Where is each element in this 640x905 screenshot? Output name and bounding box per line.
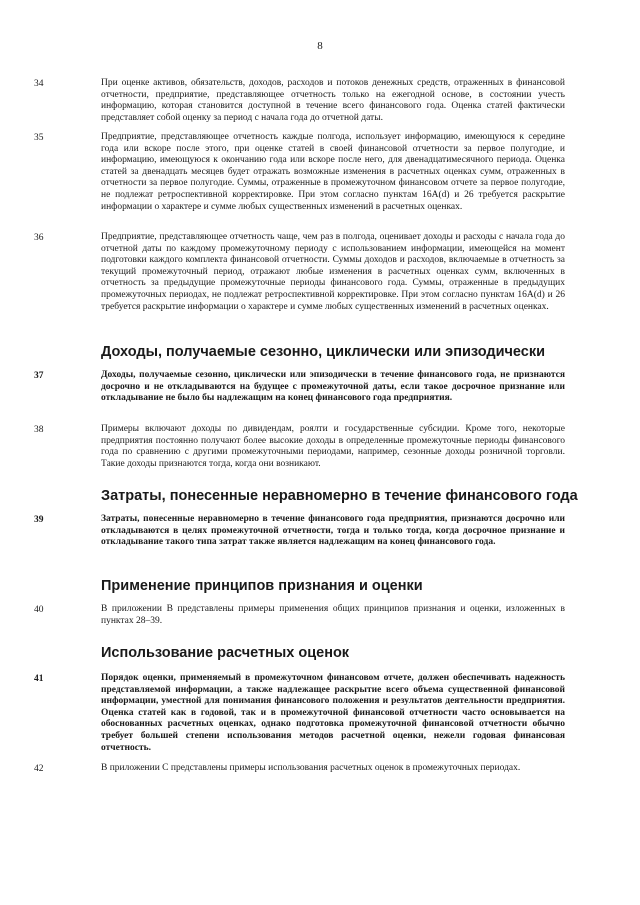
paragraph-number: 37 (34, 371, 44, 381)
paragraph-text: В приложении С представлены примеры использования расчетных оценок в промежуточных периодах. (101, 763, 521, 773)
paragraph-number: 34 (34, 79, 44, 89)
paragraph-text: Затраты, понесенные неравномерно в течение финансового года предприятия, признаются досрочно или откладываются в целях промежуточной отчетности, тогда и только тогда, когда досрочное признание и откладывание такого типа затрат также является надлежащим на конец финансового года. (101, 514, 565, 548)
paragraph-number: 42 (34, 764, 44, 774)
paragraph-number: 36 (34, 233, 44, 243)
section-heading-recognition-principles: Применение принципов признания и оценки (101, 578, 423, 594)
paragraph-text: Примеры включают доходы по дивидендам, роялти и государственные субсидии. Кроме того, некоторые предприятия постоянно получают более высокие доходы в определенные промежуточные периоды финансового года по сравнению с другими промежуточными периодами, например, сезонные доходы розничной торговли. Такие доходы признаются тогда, когда они возникают. (101, 424, 565, 469)
paragraph-number: 35 (34, 133, 44, 143)
paragraph-number: 38 (34, 425, 44, 435)
paragraph-text: Порядок оценки, применяемый в промежуточном финансовом отчете, должен обеспечивать надежность представляемой информации, а также надлежащее раскрытие всего объема существенной финансовой информации, уместной для понимания финансового положения и результатов деятельности предприятия. Оценка статей как в годовой, так и в промежуточной финансовой отчетности часто основывается на обоснованных расчетных оценках, однако подготовка промежуточной финансовой отчетности обычно требует большей степени использования методов расчетной оценки, нежели годовая финансовая отчетность. (101, 673, 565, 753)
paragraph-text: В приложении В представлены примеры применения общих принципов признания и оценки, изложенных в пунктах 28–39. (101, 604, 565, 626)
section-heading-uneven-costs: Затраты, понесенные неравномерно в течение финансового года (101, 488, 578, 504)
section-heading-seasonal-revenue: Доходы, получаемые сезонно, циклически или эпизодически (101, 344, 546, 360)
paragraph-text: Предприятие, представляющее отчетность каждые полгода, использует информацию, имеющуюся к середине года или вскоре после этого, при оценке статей в своей финансовой отчетности за первое полугодие, и информацию, имеющуюся к окончанию года или вскоре после него, для двенадцатимесячного периода. Оценка статей за двенадцать месяцев будет отражать возможные изменения в расчетных оценках сумм, отраженных в отчетности за первое полугодие. Суммы, отраженные в промежуточном финансовом отчете за первое полугодие, не подлежат ретроспективной корректировке. При этом согласно пунктам 16A(d) и 26 требуется раскрытие информации о характере и сумме любых существенных изменений в расчетных оценках. (101, 132, 565, 212)
paragraph-number: 41 (34, 674, 44, 684)
paragraph-text: При оценке активов, обязательств, доходов, расходов и потоков денежных средств, отраженных в финансовой отчетности, предприятие, представляющее отчетность только на ежегодной основе, в состоянии учесть информацию, которая становится доступной в течение всего финансового года. Оценка статей фактически представляет собой оценку за период с начала года до отчетной даты. (101, 78, 565, 123)
paragraph-number: 39 (34, 515, 44, 525)
section-heading-estimates: Использование расчетных оценок (101, 645, 350, 661)
paragraph-text: Предприятие, представляющее отчетность чаще, чем раз в полгода, оценивает доходы и расходы с начала года до отчетной даты по каждому промежуточному периоду с использованием информации, имеющейся на момент подготовки каждого комплекта финансовой отчетности. Суммы доходов и расходов, включаемые в отчетность за текущий промежуточный период, отражают любые изменения в расчетных оценках сумм, включенных в отчетность за предыдущие промежуточные периоды финансового года. Суммы, отраженные в предыдущих промежуточных периодах, не подлежат ретроспективной корректировке. При этом согласно пунктам 16A(d) и 26 требуется раскрытие информации о характере и сумме любых существенных изменений в расчетных оценках. (101, 232, 565, 312)
paragraph-number: 40 (34, 605, 44, 615)
paragraph-text: Доходы, получаемые сезонно, циклически или эпизодически в течение финансового года, не признаются досрочно и не откладываются на будущее с промежуточной даты, если такое досрочное признание или откладывание не было бы надлежащим на конец финансового года предприятия. (101, 370, 565, 404)
page-number: 8 (317, 40, 323, 52)
